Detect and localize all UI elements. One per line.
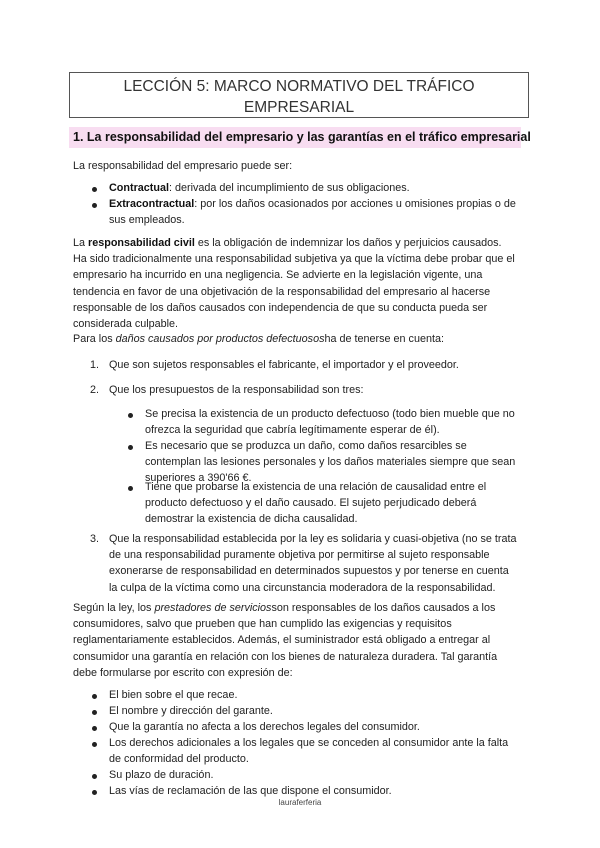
presupuesto-3-line1: Tiene que probarse la existencia de una relación de causalidad entre el	[145, 481, 487, 493]
list-number: 3.	[90, 533, 100, 545]
bullet-dot	[92, 774, 97, 779]
guarantee-item: Que la garantía no afecta a los derechos legales del consumidor.	[109, 721, 420, 733]
type-extracontractual-text-2: sus empleados.	[109, 214, 185, 227]
services-em: prestadores de servicios	[154, 602, 272, 614]
guarantee-item: El nombre y dirección del garante.	[109, 705, 273, 717]
guarantee-item	[109, 735, 539, 767]
presupuesto-3	[145, 479, 535, 528]
term-civil: responsabilidad civil	[88, 237, 195, 249]
presupuesto-1-line2: ofrezca la seguridad que cabría legítimamente esperar de él).	[145, 424, 440, 437]
lesson-title-line2: EMPRESARIAL	[243, 99, 355, 116]
presupuesto-2-line1: Es necesario que se produzca un daño, como daños resarcibles se	[145, 440, 467, 452]
bullet-dot	[92, 790, 97, 795]
civil-line5: responsable de los daños causados con independencia de que su conducta pueda ser	[73, 301, 488, 314]
list-number: 1.	[90, 359, 100, 371]
civil-line6: considerada culpable.	[73, 318, 179, 331]
civil-line4: tendencia en favor de una objetivación de la responsabilidad del empresario al hacerse	[73, 285, 491, 298]
services-line1: son responsables de los daños causados a los	[271, 602, 496, 614]
products-post: ha de tenerse en cuenta:	[324, 333, 444, 345]
bullet-dot	[92, 694, 97, 699]
type-contractual	[109, 180, 529, 196]
list-item-3	[109, 531, 539, 596]
list-item-3-line3: exonerarse de responsabilidad en determinados supuestos y por tenerse en cuenta	[109, 565, 509, 578]
lesson-title-box	[69, 72, 529, 118]
services-line5: debe formularse por escrito con expresión de:	[73, 666, 293, 679]
bullet-dot	[128, 486, 133, 491]
list-item-3-line4: la culpa de la víctima como una circunstancia moderadora de la responsabilidad.	[109, 581, 496, 594]
civil-line3: empresario ha incurrido en una negligencia. Se advierte en la legislación vigente, una	[73, 269, 483, 282]
bullet-dot	[92, 742, 97, 747]
presupuesto-1-line1: Se precisa la existencia de un producto defectuoso (todo bien mueble que no	[145, 408, 515, 420]
footer-author: lauraferferia	[278, 798, 322, 807]
list-number: 2.	[90, 384, 100, 396]
guarantee-item: Su plazo de duración.	[109, 769, 214, 781]
products-em: daños causados por productos defectuosos	[115, 333, 325, 345]
guarantee-item: Las vías de reclamación de las que dispone el consumidor.	[109, 785, 392, 797]
bullet-dot	[92, 710, 97, 715]
list-item-3-line1: Que la responsabilidad establecida por la ley es solidaria y cuasi-objetiva (no se trata	[109, 533, 517, 545]
services-line3: reglamentariamente establecidos. Además, el suministrador está obligado a entregar al	[73, 634, 491, 647]
section-heading: 1. La responsabilidad del empresario y las garantías en el tráfico empresarial	[69, 127, 521, 148]
term-extracontractual: Extracontractual	[109, 198, 195, 210]
list-item-2: Que los presupuestos de la responsabilidad son tres:	[109, 384, 364, 396]
type-extracontractual-text: : por los daños ocasionados por acciones u omisiones propias o de	[194, 198, 516, 210]
type-extracontractual	[109, 196, 534, 228]
bullet-dot	[92, 187, 97, 192]
services-pre: Según la ley, los	[73, 602, 155, 614]
list-item-1: Que son sujetos responsables el fabricante, el importador y el proveedor.	[109, 359, 459, 371]
presupuesto-1	[145, 406, 535, 438]
intro-paragraph: La responsabilidad del empresario puede ser:	[73, 160, 293, 172]
civil-responsibility-paragraph	[73, 235, 533, 332]
bullet-dot	[128, 445, 133, 450]
civil-line2: Ha sido tradicionalmente una responsabilidad subjetiva ya que la víctima debe probar que el	[73, 253, 515, 266]
type-contractual-text: : derivada del incumplimiento de sus obligaciones.	[169, 182, 410, 194]
presupuesto-3-line2: producto defectuoso y el daño causado. El sujeto perjudicado deberá	[145, 497, 477, 510]
services-line2: consumidores, salvo que prueben que han cumplido las exigencias y requisitos	[73, 618, 452, 631]
bullet-dot	[128, 413, 133, 418]
guarantee-item: El bien sobre el que recae.	[109, 689, 238, 701]
guarantee-item-4-line1: Los derechos adicionales a los legales que se conceden al consumidor ante la falta	[109, 737, 509, 749]
list-item-3-line2: de una responsabilidad puramente objetiva por permitirse al sujeto responsable	[109, 549, 490, 562]
products-pre: Para los	[73, 333, 116, 345]
services-line4: consumidor una garantía en relación con los bienes de naturaleza duradera. Tal garantía	[73, 650, 498, 663]
guarantee-item-4-line2: de conformidad del producto.	[109, 753, 249, 766]
civil-pre: La	[73, 237, 89, 249]
services-paragraph	[73, 600, 533, 681]
bullet-dot	[92, 203, 97, 208]
term-contractual: Contractual	[109, 182, 169, 194]
lesson-title-line1: LECCIÓN 5: MARCO NORMATIVO DEL TRÁFICO	[123, 78, 475, 95]
civil-line1: es la obligación de indemnizar los daños y perjuicios causados.	[194, 237, 502, 249]
presupuesto-2-line3: superiores a 390'66 €.	[145, 472, 252, 485]
products-intro	[73, 331, 523, 347]
bullet-dot	[92, 726, 97, 731]
presupuesto-2-line2: contemplan las lesiones personales y los daños materiales siempre que sean	[145, 456, 516, 469]
presupuesto-3-line3: demostrar la existencia de dicha causalidad.	[145, 513, 358, 526]
